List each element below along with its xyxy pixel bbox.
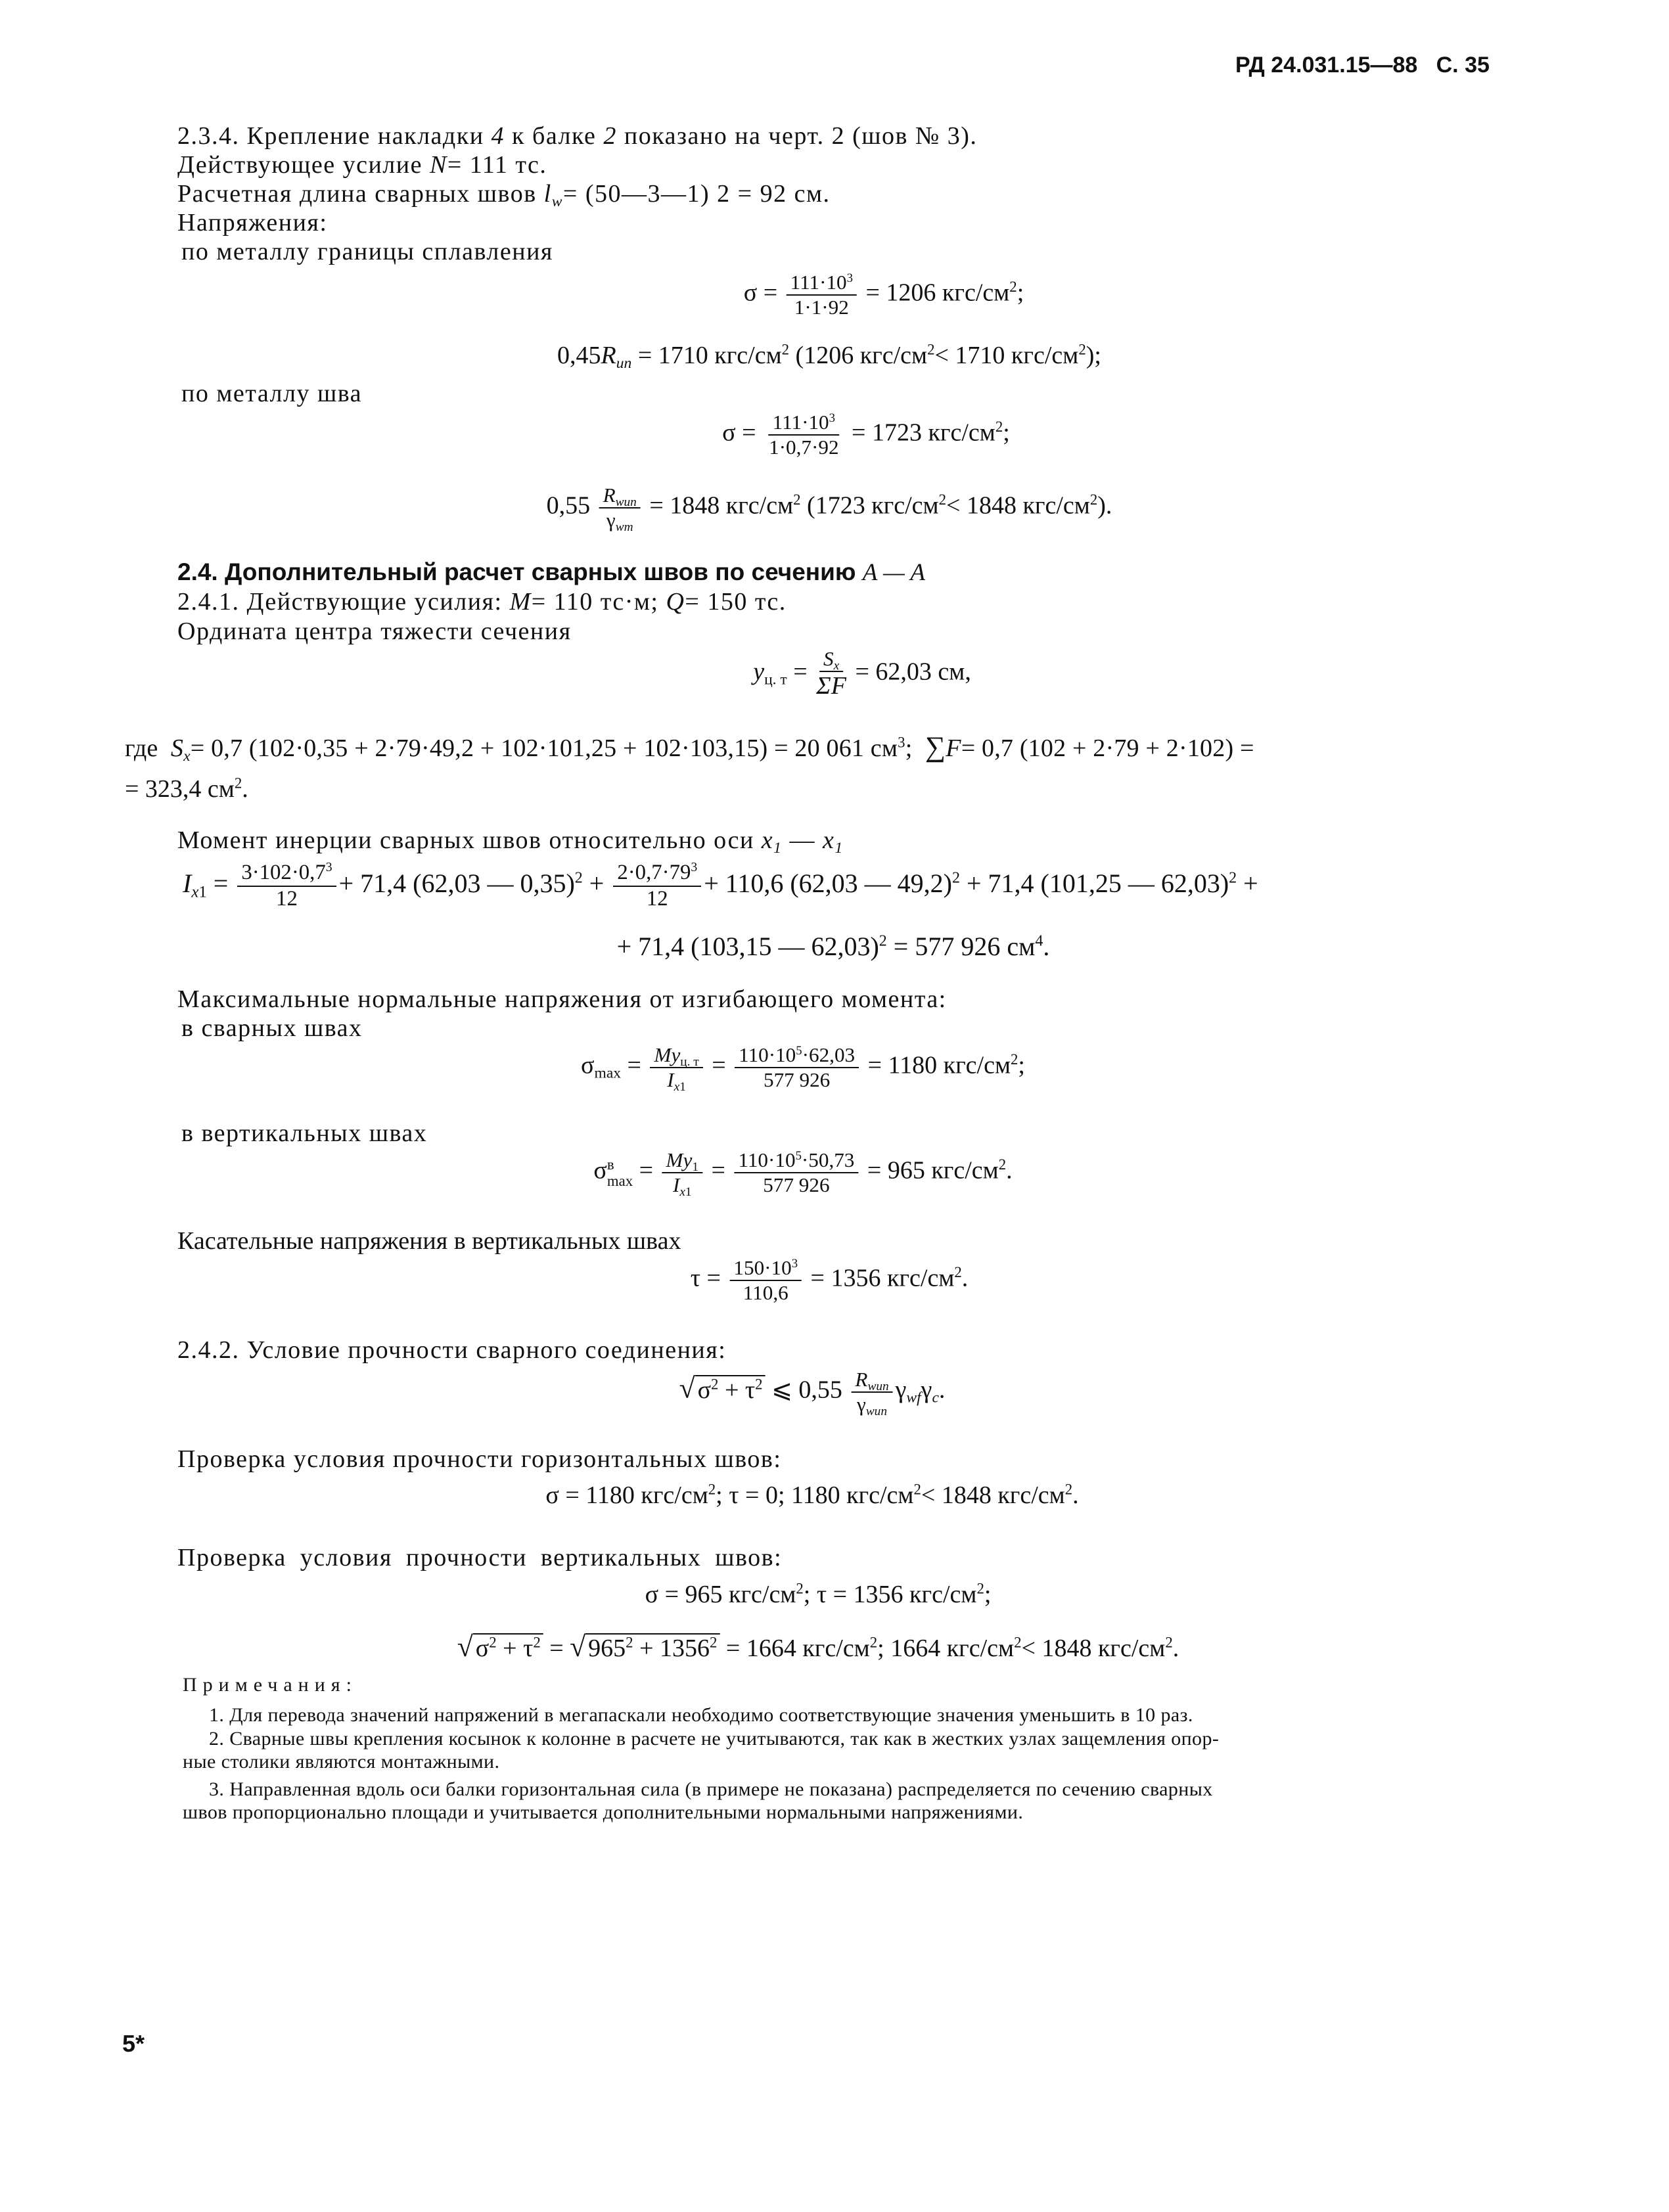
exponent: 2 [533, 1634, 541, 1651]
value: 965 [588, 1635, 626, 1662]
subscript: wun [615, 495, 637, 509]
denominator: 12 [646, 886, 668, 911]
exponent: 3 [691, 860, 698, 875]
numerator: 110·10 [739, 1043, 796, 1066]
exponent: 2 [710, 1634, 718, 1651]
formula-strength-condition [679, 1368, 946, 1416]
rhs: = 1356 кгс/см [810, 1264, 955, 1292]
exponent: 3 [898, 734, 905, 751]
radicand [585, 1633, 720, 1662]
value: = 1848 кгс/см [649, 491, 794, 520]
denominator: 577 926 [763, 1068, 831, 1091]
text: = 110 тс·м; [531, 588, 659, 616]
note-1: 1. Для перевода значений напряжений в мегапаскали необходимо соответствующие значения уменьшить в 10 раз. [209, 1704, 1193, 1726]
variable: + τ [718, 1376, 756, 1404]
dash: — [782, 826, 823, 854]
punct: ; [984, 1581, 992, 1608]
subscript: un [616, 355, 632, 372]
exponent: 5 [796, 1043, 802, 1058]
note-3-line-2: швов пропорционально площади и учитывается дополнительными нормальными напряжениями. [183, 1801, 1024, 1823]
expression: ; τ = 1356 кгс/см [803, 1581, 977, 1608]
subscript: w [551, 193, 563, 211]
rhs: = 1180 кгс/см [867, 1051, 1011, 1079]
subscript: 1 [773, 840, 783, 857]
radicand [695, 1375, 766, 1404]
item-number: 2 [603, 122, 617, 150]
variable: y [753, 658, 765, 686]
subscript: max [606, 1172, 633, 1189]
exponent: 2 [626, 1634, 633, 1651]
fraction [787, 271, 857, 319]
numerator: R [603, 484, 616, 507]
fraction [735, 1043, 859, 1092]
fraction [599, 484, 641, 532]
numerator: My [666, 1148, 693, 1171]
subscript: x [183, 748, 191, 765]
denominator: I [667, 1068, 674, 1091]
term: + 110,6 (62,03 — 49,2) [704, 868, 952, 898]
denominator: γ [857, 1392, 866, 1416]
exponent: 2 [879, 932, 887, 950]
plus: + [582, 868, 611, 898]
subscript: c [932, 1389, 939, 1407]
exponent: 2 [574, 869, 583, 887]
variable: σ [697, 1376, 712, 1404]
exponent: 5 [795, 1148, 802, 1163]
punct: ); [1086, 342, 1101, 369]
subscript: x [674, 1079, 680, 1094]
rhs: = 1664 кгс/см [720, 1635, 870, 1662]
centroid-label: Ордината центра тяжести сечения [177, 618, 572, 645]
sqrt-sign: √ [570, 1631, 586, 1663]
fraction [851, 1368, 892, 1416]
expression: ; τ = 0; 1180 кгс/см [716, 1481, 914, 1509]
variable: γ [921, 1376, 932, 1404]
exponent: 2 [995, 418, 1003, 435]
denominator: 12 [276, 886, 298, 911]
variable: x [761, 826, 774, 854]
value: = 1710 кгс/см [637, 342, 782, 369]
punct: . [1043, 932, 1050, 961]
expression: σ = 1180 кгс/см [545, 1481, 708, 1509]
punct: . [1006, 1156, 1013, 1185]
subscript: ц. т [680, 1054, 699, 1069]
equals: = [543, 1635, 570, 1662]
acting-forces-line [177, 588, 787, 617]
fraction [662, 1148, 702, 1197]
text: Момент инерции сварных швов относительно оси [177, 826, 754, 854]
exponent: 2 [781, 341, 790, 358]
text: показано на черт. 2 (шов № 3). [624, 122, 978, 150]
check-horizontal-label: Проверка условия прочности горизонтальных швов: [177, 1445, 782, 1473]
page-number: С. 35 [1436, 53, 1490, 78]
section-variable: A — A [862, 559, 926, 586]
fraction [734, 1148, 858, 1197]
exponent: 2 [998, 1156, 1007, 1173]
numerator: 2·0,7·79 [617, 861, 691, 884]
exponent: 2 [927, 341, 935, 358]
exponent: 2 [796, 1580, 804, 1597]
exponent: 2 [869, 1634, 878, 1651]
equals: = [627, 1051, 641, 1079]
variable: I [183, 868, 192, 898]
text: = 111 тс. [447, 151, 547, 179]
fraction [765, 411, 842, 459]
signature-mark: 5* [122, 2030, 145, 2057]
formula-weld-strength [547, 484, 1112, 532]
lhs: τ = [690, 1264, 721, 1292]
weld-length-line [177, 180, 831, 209]
variable: N [429, 151, 447, 179]
equals: = [712, 1051, 726, 1079]
rhs: = 62,03 см, [855, 658, 971, 686]
text: Расчетная длина сварных швов [177, 180, 537, 208]
variable: x [822, 826, 835, 854]
fraction [729, 1256, 802, 1305]
fusion-boundary-label: по металлу границы сплавления [181, 238, 553, 265]
exponent: 3 [829, 411, 835, 425]
plus: + [1237, 868, 1258, 898]
lhs: σ = [722, 418, 756, 447]
punct: . [961, 1264, 969, 1292]
punct: ; [1017, 279, 1024, 307]
numerator: 110·10 [738, 1148, 796, 1171]
subscript: max [594, 1064, 622, 1082]
subscript: x [191, 883, 199, 901]
heading-text: 2.4. Дополнительный расчет сварных швов по сечению [177, 558, 856, 585]
formula-check-vertical [645, 1581, 992, 1610]
subscript: 1 [834, 840, 844, 857]
subscript: x [833, 658, 840, 673]
numerator: R [855, 1368, 868, 1391]
expression: σ = 965 кгс/см [645, 1581, 796, 1608]
rhs: = 965 кгс/см [867, 1156, 999, 1185]
subscript: 1 [692, 1160, 698, 1174]
variable: γ [895, 1376, 907, 1404]
text: 2.3.4. Крепление накладки [177, 122, 484, 150]
variable: M [509, 588, 532, 616]
exponent: 2 [951, 869, 960, 887]
paragraph-2-3-4 [177, 122, 977, 151]
formula-inertia-line2 [617, 932, 1050, 962]
text: где [125, 734, 158, 762]
numerator: 111·10 [790, 271, 847, 294]
comparison: < 1710 кгс/см [934, 342, 1079, 369]
coefficient: 0,55 [546, 491, 591, 520]
formula-sigma-fusion [744, 271, 1024, 319]
comparison: (1206 кгс/см [795, 342, 928, 369]
punct: . [1072, 1481, 1079, 1509]
subscript: x [679, 1185, 685, 1199]
note-3-line-1: 3. Направленная вдоль оси балки горизонтальная сила (в примере не показана) распределяется по сечению сварных [209, 1778, 1213, 1800]
note-2-line-1: 2. Сварные швы крепления косынок к колонне в расчете не учитываются, так как в жестких узлах защемления опор- [209, 1728, 1220, 1749]
equals: = [793, 658, 808, 686]
exponent: 2 [234, 775, 242, 792]
rhs: = 1206 кгс/см [865, 279, 1010, 307]
inequality: ⩽ 0,55 [765, 1376, 842, 1404]
formula-inertia-line1 [183, 861, 1258, 911]
denominator: γ [606, 508, 616, 531]
exponent: 2 [1078, 341, 1086, 358]
value: + 1356 [633, 1635, 710, 1662]
denominator: 110,6 [743, 1280, 789, 1304]
exponent: 2 [1011, 1050, 1018, 1068]
subscript: ц. т [764, 671, 787, 688]
acting-force-line [177, 151, 547, 180]
rhs: = 577 926 см [893, 932, 1036, 961]
sqrt-sign: √ [457, 1631, 473, 1663]
formula-check-vertical-result [457, 1631, 1179, 1663]
variable: + τ [496, 1635, 534, 1662]
equals: = [213, 868, 229, 898]
formula-sigma-vertical [593, 1148, 1012, 1197]
notes-heading: Примечания: [183, 1674, 357, 1696]
document-code: РД 24.031.15—88 [1235, 53, 1418, 78]
exponent: 2 [1165, 1634, 1173, 1651]
note-2-line-2: ные столики являются монтажными. [183, 1751, 500, 1772]
punct: . [1172, 1635, 1179, 1662]
rhs: = 1723 кгс/см [852, 418, 995, 447]
check-vertical-label: Проверка условия прочности вертикальных швов: [177, 1544, 783, 1571]
variable: l [543, 180, 552, 208]
weld-metal-label: по металлу шва [181, 380, 363, 407]
term: + 71,4 (103,15 — 62,03) [616, 932, 879, 961]
exponent: 2 [1089, 491, 1098, 508]
numerator: 150·10 [733, 1256, 792, 1279]
term: + 71,4 (62,03 — 0,35) [338, 868, 575, 898]
term: + 71,4 (101,25 — 62,03) [959, 868, 1229, 898]
fraction [650, 1043, 702, 1092]
comparison: (1723 кгс/см [807, 491, 939, 520]
text: Действующее усилие [177, 151, 423, 179]
denominator: ΣF [816, 671, 846, 700]
comparison: < 1848 кгс/см [946, 491, 1090, 520]
in-welds-label: в сварных швах [181, 1014, 363, 1042]
superscript: в [606, 1156, 614, 1173]
subscript: wun [865, 1404, 887, 1418]
fraction [237, 861, 336, 911]
exponent: 4 [1035, 932, 1043, 950]
exponent: 2 [489, 1634, 497, 1651]
variable: F [946, 734, 961, 762]
formula-sigma-weld [722, 411, 1010, 459]
item-number: 4 [491, 122, 505, 150]
lhs: σ = [743, 279, 778, 307]
variable: Q [666, 588, 685, 616]
exponent: 2 [1229, 869, 1237, 887]
text: 2.4.1. Действующие усилия: [177, 588, 503, 616]
static-moment-cont: = 323,4 $см^2$. [125, 775, 248, 803]
stresses-heading: Напряжения: [177, 209, 328, 237]
sum-sign: ∑ [925, 731, 946, 763]
expression: = 0,7 (102·0,35 + 2·79·49,2 + 102·101,25 + 102·103,15) = 20 061 см [190, 734, 898, 762]
formula-check-horizontal [545, 1481, 1078, 1510]
exponent: 2 [954, 1263, 962, 1280]
variable: σ [593, 1156, 607, 1185]
shear-label: Касательные напряжения в вертикальных швах [177, 1227, 681, 1255]
variable: R [601, 342, 616, 369]
section-2-4-title [177, 558, 925, 587]
page-header [1235, 53, 1490, 78]
punct: ; [1018, 1051, 1025, 1079]
exponent: 2 [938, 491, 947, 508]
denominator: I [672, 1173, 680, 1196]
formula-tau [691, 1256, 969, 1305]
exponent: 2 [913, 1481, 921, 1498]
formula-centroid [753, 647, 971, 701]
text: = 150 тс. [685, 588, 787, 616]
expression: < 1848 кгс/см [921, 1481, 1065, 1509]
exponent: 2 [755, 1375, 763, 1392]
radicand [473, 1633, 543, 1662]
formula-rated-strength [557, 342, 1101, 371]
max-normal-label: Максимальные нормальные напряжения от изгибающего момента: [177, 985, 947, 1013]
exponent: 2 [711, 1375, 719, 1392]
exponent: 2 [976, 1580, 984, 1597]
numerator: 111·10 [772, 411, 829, 434]
numerator: 3·102·0,7 [241, 861, 326, 884]
variable: σ [581, 1051, 595, 1079]
subscript: wun [867, 1379, 889, 1393]
text: = (50—3—1) 2 = 92 см. [562, 180, 831, 208]
numerator: S [823, 647, 834, 670]
punct: ). [1097, 491, 1112, 520]
punct: ; [1003, 418, 1010, 447]
numerator: ·50,73 [801, 1148, 855, 1171]
paragraph-2-4-2: 2.4.2. Условие прочности сварного соединения: [177, 1336, 727, 1364]
exponent: 2 [1014, 1634, 1022, 1651]
formula-sigma-max [581, 1043, 1025, 1092]
subscript: 1 [685, 1185, 692, 1199]
coefficient: 0,45 [557, 342, 601, 369]
rhs: < 1848 кгс/см [1021, 1635, 1166, 1662]
denominator: 1·1·92 [794, 295, 849, 319]
exponent: 3 [846, 271, 853, 285]
variable: S [170, 734, 184, 762]
subscript: wf [906, 1389, 921, 1407]
text: к балке [512, 122, 597, 150]
exponent: 2 [708, 1481, 716, 1498]
rhs: ; 1664 кгс/см [877, 1635, 1015, 1662]
subscript: wm [615, 520, 633, 534]
static-moment-line: где $S_x= 0,7$ (102·0,35 + 2·79·49,2 + 102·101,25 + 102·103,15) = 20 061 $см^3$; ∑F= 0,7 (102 + 2·79 + 2·102) = [125, 731, 1254, 765]
equals: = [711, 1156, 725, 1185]
inertia-label [177, 826, 844, 855]
expression: = 0,7 (102 + 2·79 + 2·102) = [961, 734, 1254, 762]
equals: = [639, 1156, 654, 1185]
in-vertical-label: в вертикальных швах [181, 1119, 428, 1147]
denominator: 1·0,7·92 [769, 435, 839, 459]
exponent: 2 [793, 491, 801, 508]
exponent: 2 [1064, 1481, 1073, 1498]
numerator: My [654, 1043, 681, 1066]
subscript: 1 [198, 883, 207, 901]
denominator: 577 926 [763, 1173, 830, 1196]
exponent: 3 [325, 860, 332, 875]
exponent: 3 [791, 1256, 798, 1271]
fraction [613, 861, 701, 911]
punct: . [938, 1376, 946, 1404]
fraction [816, 647, 846, 701]
expression: = 323,4 см [125, 775, 235, 803]
numerator: ·62,03 [802, 1043, 856, 1066]
exponent: 2 [1009, 278, 1017, 295]
sqrt-sign: √ [679, 1372, 695, 1405]
subscript: 1 [679, 1079, 686, 1094]
variable: σ [475, 1635, 490, 1662]
